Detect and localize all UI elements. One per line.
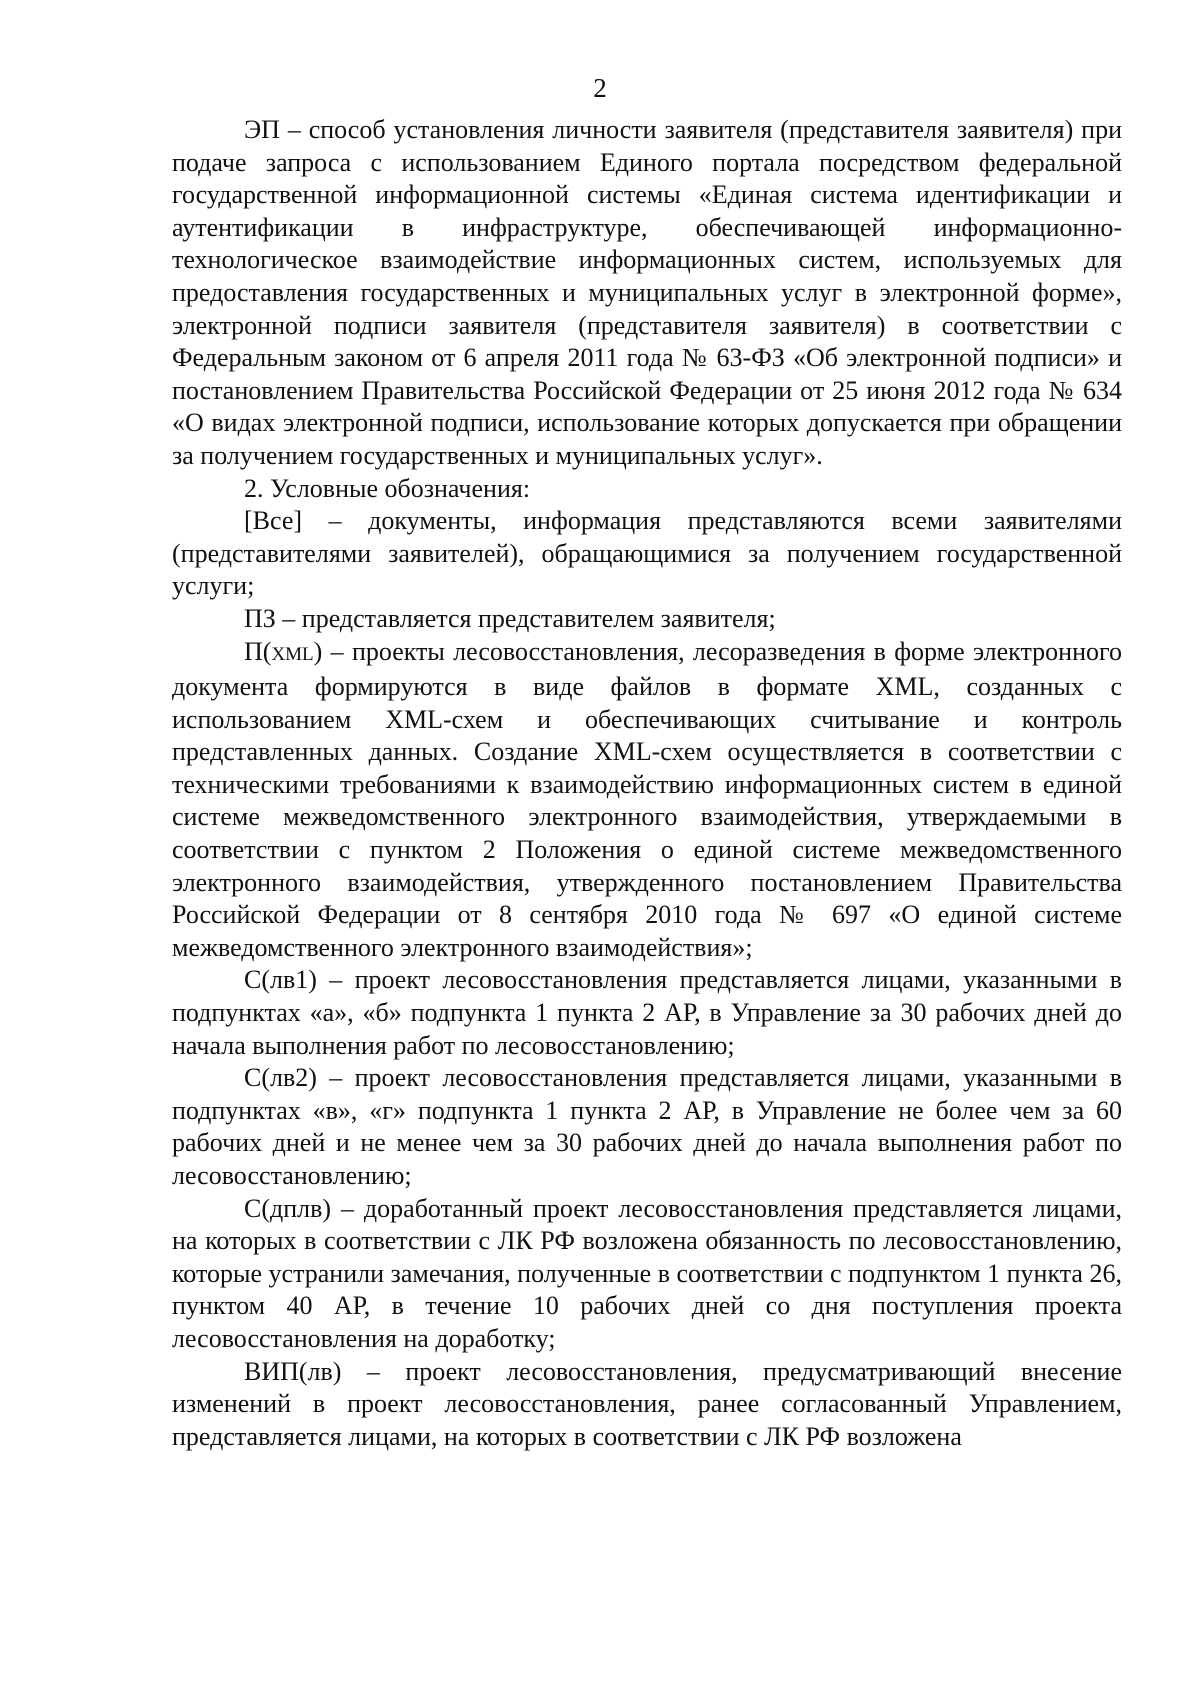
- document-body: [172, 114, 1122, 1453]
- paragraph-lv2: С(лв2) – проект лесовосстановления представляется лицами, указанными в подпунктах «в», «г» подпункта 1 пункта 2 АР, в Управление не более чем за 60 рабочих дней и не менее чем за 30 рабочих дней до начала выполнения работ по лесовосстановлению;: [172, 1063, 1122, 1190]
- paragraph-legend-heading: 2. Условные обозначения:: [244, 473, 531, 503]
- paragraph-vip-lv: ВИП(лв) – проект лесовосстановления, предусматривающий внесение изменений в проект лесовосстановления, ранее согласованный Управлением, представляется лицами, на которых в соответствии с ЛК РФ возложена: [172, 1356, 1122, 1451]
- xml-prefix: П(: [244, 636, 272, 666]
- paragraph-pz: ПЗ – представляется представителем заявителя;: [244, 603, 776, 633]
- paragraph-ep-definition: ЭП – способ установления личности заявителя (представителя заявителя) при подаче запроса с использованием Единого портала посредством федеральной государственной информационной системы «Единая система идентификации и аутентификации в инфраструктуре, обеспечивающей информационно-технологическое взаимодействие информационных систем, используемых для предоставления государственных и муниципальных услуг в электронной форме», электронной подписи заявителя (представителя заявителя) в соответствии с Федеральным законом от 6 апреля 2011 года № 63-ФЗ «Об электронной подписи» и постановлением Правительства Российской Федерации от 25 июня 2012 года № 634 «О видах электронной подписи, использование которых допускается при обращении за получением государственных и муниципальных услуг».: [172, 115, 1122, 470]
- paragraph-all-applicants: [Все] – документы, информация представляются всеми заявителями (представителями заявителей), обращающимися за получением государственной услуги;: [172, 506, 1122, 601]
- xml-rest: ) – проекты лесовосстановления, лесоразведения в форме электронного документа формируются в виде файлов в формате XML, созданных с использованием XML-схем и обеспечивающих считывание и контроль представленных данных. Создание XML-схем осуществляется в соответствии с техническими требованиями к взаимодействию информационных систем в единой системе межведомственного электронного взаимодействия, утверждаемыми в соответствии с пунктом 2 Положения о единой системе межведомственного электронного взаимодействия, утвержденного постановлением Правительства Российской Федерации от 8 сентября 2010 года № 697 «О единой системе межведомственного электронного взаимодействия»;: [172, 636, 1122, 962]
- xml-subscript: XML: [271, 643, 314, 665]
- paragraph-dplv: С(дплв) – доработанный проект лесовосстановления представляется лицами, на которых в соответствии с ЛК РФ возложена обязанность по лесовосстановлению, которые устранили замечания, полученные в соответствии с подпунктом 1 пункта 26, пунктом 40 АР, в течение 10 рабочих дней со дня поступления проекта лесовосстановления на доработку;: [172, 1193, 1122, 1353]
- paragraph-xml: [172, 636, 1122, 965]
- paragraph-lv1: С(лв1) – проект лесовосстановления представляется лицами, указанными в подпунктах «а», «б» подпункта 1 пункта 2 АР, в Управление за 30 рабочих дней до начала выполнения работ по лесовосстановлению;: [172, 965, 1122, 1060]
- page-number: 2: [593, 73, 607, 103]
